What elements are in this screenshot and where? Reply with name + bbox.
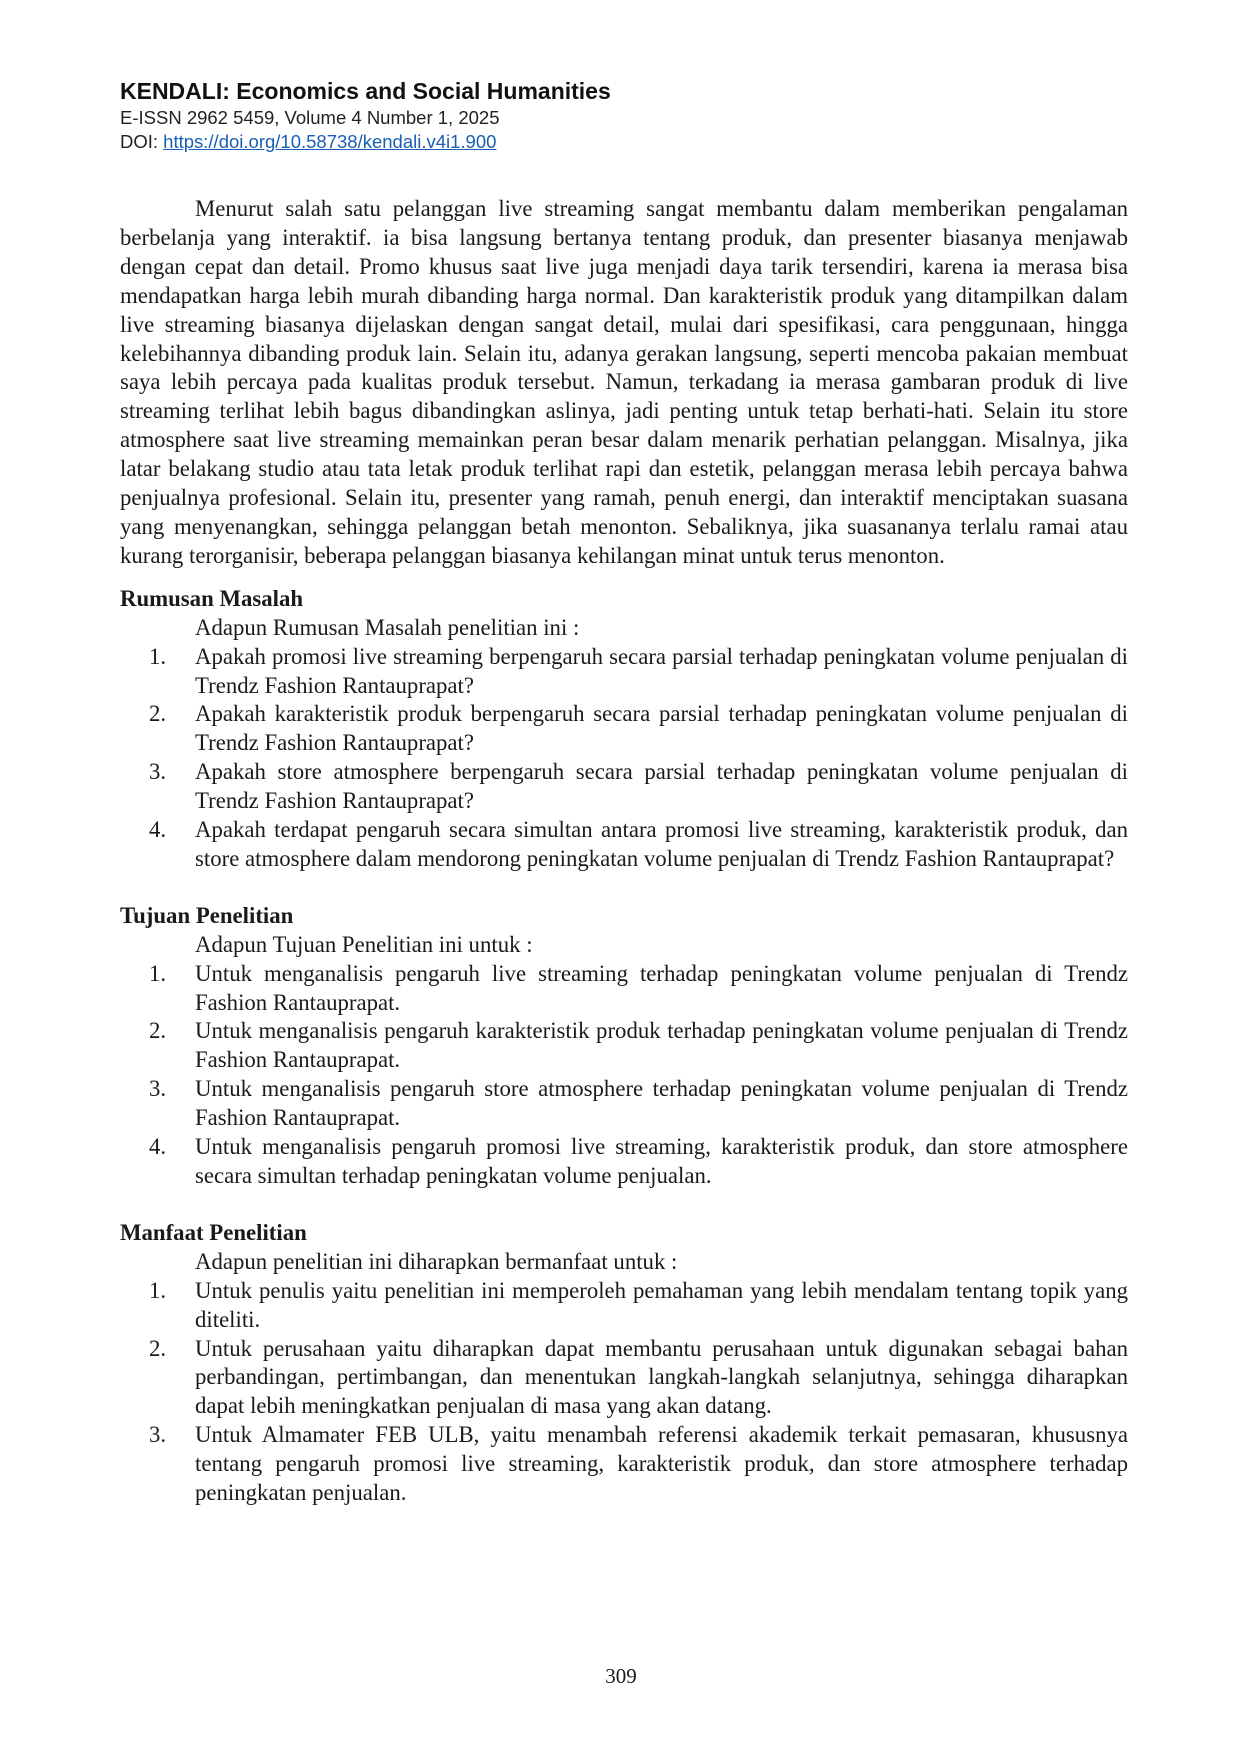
list-number: 2. (149, 1335, 167, 1361)
list-item (120, 758, 1128, 816)
list-number: 3. (149, 1422, 167, 1448)
section-title-tujuan: Tujuan Penelitian (120, 902, 294, 928)
list-number: 3. (149, 759, 167, 785)
list-text: Untuk menganalisis pengaruh karakteristik produk terhadap peningkatan volume penjualan di Trendz Fashion Rantauprapat. (195, 1018, 1128, 1073)
article-body (120, 195, 1128, 1508)
list-number: 1. (149, 1277, 167, 1303)
list-text: Apakah terdapat pengaruh secara simultan antara promosi live streaming, karakteristik produk, dan store atmosphere dalam mendorong peningkatan volume penjualan di Trendz Fashion Rantauprapat? (195, 817, 1128, 871)
list-item (120, 700, 1128, 758)
journal-header (120, 76, 1120, 154)
list-text: Untuk menganalisis pengaruh live streaming terhadap peningkatan volume penjualan di Trendz Fashion Rantauprapat. (195, 960, 1128, 1015)
list-number: 2. (149, 1018, 167, 1044)
list-number: 2. (149, 701, 167, 727)
list-item (120, 960, 1128, 1018)
doi-label: DOI: (120, 131, 164, 152)
section-intro-manfaat: Adapun penelitian ini diharapkan bermanfaat untuk : (195, 1248, 678, 1274)
list-item (120, 816, 1128, 874)
list-text: Untuk menganalisis pengaruh store atmosphere terhadap peningkatan volume penjualan di Trendz Fashion Rantauprapat. (195, 1076, 1128, 1131)
list-item (120, 1075, 1128, 1133)
list-item (120, 1335, 1128, 1422)
list-number: 4. (149, 1134, 167, 1160)
list-item (120, 1277, 1128, 1335)
list-number: 4. (149, 817, 167, 843)
list-number: 1. (149, 960, 167, 986)
section-intro-rumusan: Adapun Rumusan Masalah penelitian ini : (195, 614, 580, 640)
list-number: 3. (149, 1076, 167, 1102)
doi-line (120, 130, 1120, 154)
journal-title: KENDALI: Economics and Social Humanities (120, 78, 611, 104)
list-item (120, 1421, 1128, 1508)
list-number: 1. (149, 643, 167, 669)
list-text: Untuk perusahaan yaitu diharapkan dapat membantu perusahaan untuk digunakan sebagai bahan perbandingan, pertimbangan, dan menentukan langkah-langkah selanjutnya, sehingga diharapkan dapat lebih meningkatkan penjualan di masa yang akan datang. (195, 1335, 1128, 1419)
list-text: Untuk penulis yaitu penelitian ini memperoleh pemahaman yang lebih mendalam tentang topik yang diteliti. (195, 1277, 1128, 1332)
section-intro-tujuan: Adapun Tujuan Penelitian ini untuk : (195, 931, 533, 957)
issn-line: E-ISSN 2962 5459, Volume 4 Number 1, 2025 (120, 107, 500, 128)
section-title-manfaat: Manfaat Penelitian (120, 1219, 307, 1245)
list-item (120, 643, 1128, 701)
manfaat-list (120, 1277, 1128, 1508)
list-text: Untuk menganalisis pengaruh promosi live streaming, karakteristik produk, dan store atmosphere secara simultan terhadap peningkatan volume penjualan. (195, 1134, 1128, 1188)
rumusan-list (120, 643, 1128, 874)
list-item (120, 1133, 1128, 1191)
tujuan-list (120, 960, 1128, 1191)
list-item (120, 1017, 1128, 1075)
list-text: Apakah karakteristik produk berpengaruh secara parsial terhadap peningkatan volume penjualan di Trendz Fashion Rantauprapat? (195, 701, 1128, 756)
list-text: Apakah promosi live streaming berpengaruh secara parsial terhadap peningkatan volume penjualan di Trendz Fashion Rantauprapat? (195, 643, 1128, 698)
list-text: Apakah store atmosphere berpengaruh secara parsial terhadap peningkatan volume penjualan di Trendz Fashion Rantauprapat? (195, 759, 1128, 814)
doi-link[interactable]: https://doi.org/10.58738/kendali.v4i1.900 (163, 131, 497, 152)
intro-paragraph: Menurut salah satu pelanggan live streaming sangat membantu dalam memberikan pengalaman berbelanja yang interaktif. ia bisa langsung bertanya tentang produk, dan presenter biasanya menjawab dengan cepat dan detail. Promo khusus saat live juga menjadi daya tarik tersendiri, karena ia merasa bisa mendapatkan harga lebih murah dibanding harga normal. Dan karakteristik produk yang ditampilkan dalam live streaming biasanya dijelaskan dengan sangat detail, mulai dari spesifikasi, cara penggunaan, hingga kelebihannya dibanding produk lain. Selain itu, adanya gerakan langsung, seperti mencoba pakaian membuat saya lebih percaya pada kualitas produk tersebut. Namun, terkadang ia merasa gambaran produk di live streaming terlihat lebih bagus dibandingkan aslinya, jadi penting untuk tetap berhati-hati. Selain itu store atmosphere saat live streaming memainkan peran besar dalam menarik perhatian pelanggan. Misalnya, jika latar belakang studio atau tata letak produk terlihat rapi dan estetik, pelanggan merasa lebih percaya bahwa penjualnya profesional. Selain itu, presenter yang ramah, penuh energi, dan interaktif menciptakan suasana yang menyenangkan, sehingga pelanggan betah menonton. Sebaliknya, jika suasananya terlalu ramai atau kurang terorganisir, beberapa pelanggan biasanya kehilangan minat untuk terus menonton. (120, 196, 1128, 568)
section-title-rumusan: Rumusan Masalah (120, 585, 304, 611)
page-number: 309 (605, 1664, 637, 1688)
list-text: Untuk Almamater FEB ULB, yaitu menambah referensi akademik terkait pemasaran, khususnya tentang pengaruh promosi live streaming, karakteristik produk, dan store atmosphere terhadap peningkatan penjualan. (195, 1422, 1128, 1506)
